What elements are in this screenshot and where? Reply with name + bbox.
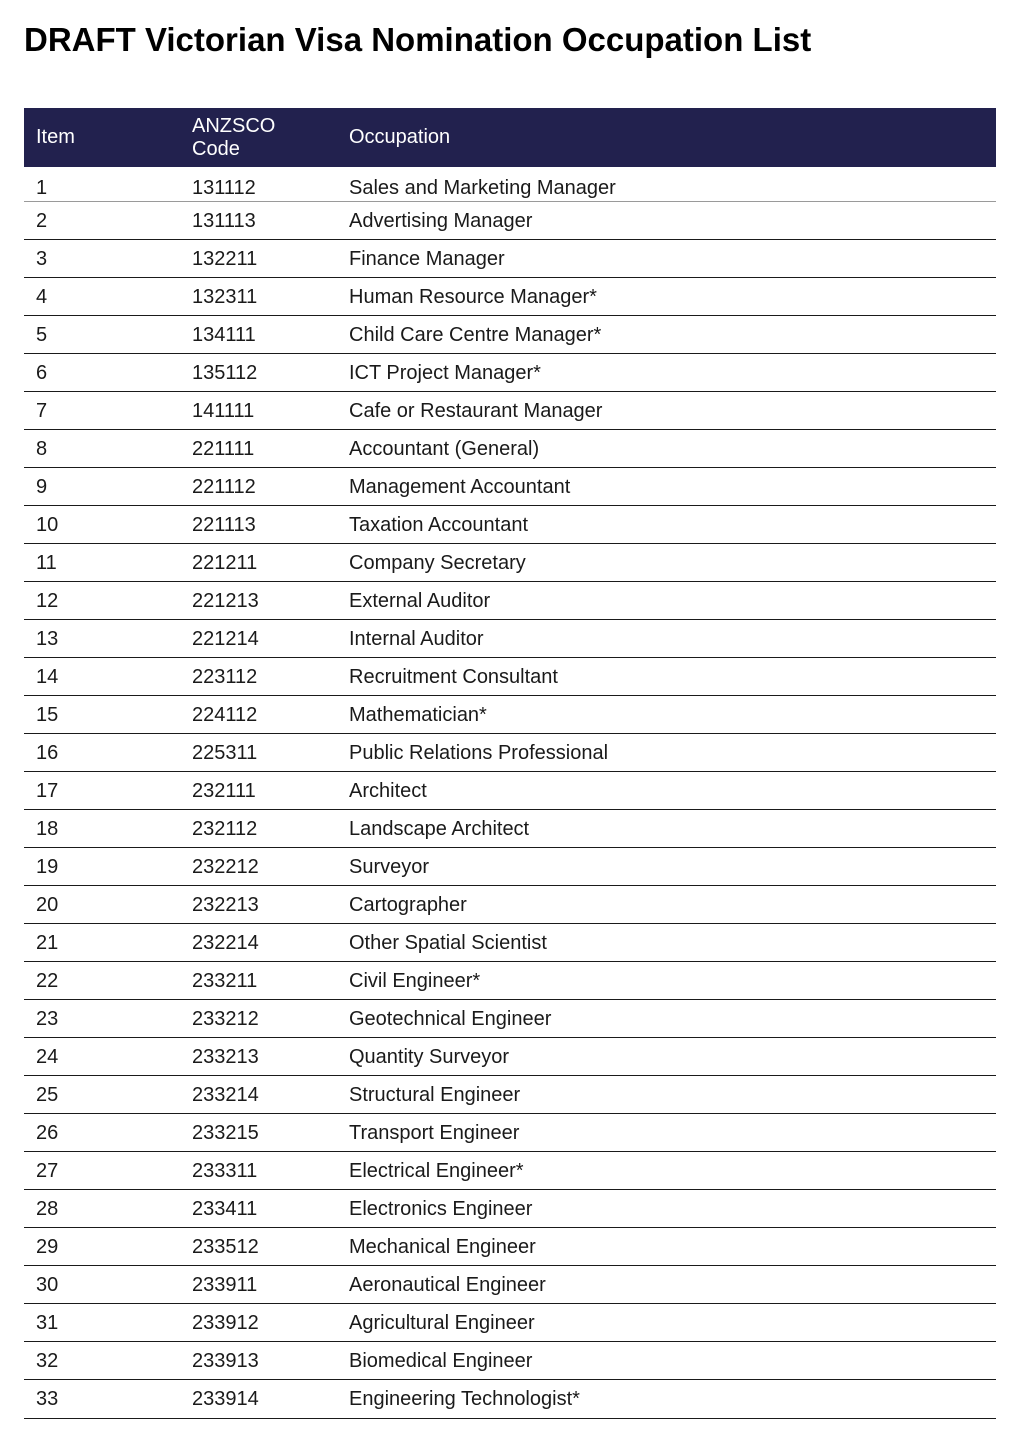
item-cell: 13 <box>24 620 192 658</box>
table-row <box>24 924 996 962</box>
occupation-cell: Taxation Accountant <box>349 506 996 544</box>
occupation-cell: Landscape Architect <box>349 810 996 848</box>
anzsco-code-cell: 135112 <box>192 354 349 392</box>
occupation-cell: Internal Auditor <box>349 620 996 658</box>
anzsco-code-cell: 221211 <box>192 544 349 582</box>
table-row <box>24 810 996 848</box>
table-row <box>24 1190 996 1228</box>
occupation-cell: Structural Engineer <box>349 1076 996 1114</box>
anzsco-code-cell: 134111 <box>192 316 349 354</box>
item-cell: 30 <box>24 1266 192 1304</box>
table-row <box>24 1266 996 1304</box>
occupation-cell: Electronics Engineer <box>349 1190 996 1228</box>
table-row <box>24 1114 996 1152</box>
item-cell: 3 <box>24 240 192 278</box>
occupation-cell: Mechanical Engineer <box>349 1228 996 1266</box>
anzsco-code-cell: 233913 <box>192 1342 349 1380</box>
occupation-cell: Transport Engineer <box>349 1114 996 1152</box>
item-cell: 14 <box>24 658 192 696</box>
table-row <box>24 1152 996 1190</box>
table-row <box>24 848 996 886</box>
column-header-item: Item <box>36 126 75 148</box>
anzsco-code-cell: 224112 <box>192 696 349 734</box>
table-row <box>24 1228 996 1266</box>
occupation-cell: Sales and Marketing Manager <box>349 167 996 202</box>
anzsco-code-cell: 221112 <box>192 468 349 506</box>
item-cell: 8 <box>24 430 192 468</box>
anzsco-code-cell: 141111 <box>192 392 349 430</box>
item-cell: 33 <box>24 1380 192 1419</box>
table-row <box>24 354 996 392</box>
item-cell: 26 <box>24 1114 192 1152</box>
column-header-code-line2: Code <box>192 137 240 160</box>
occupation-cell: Other Spatial Scientist <box>349 924 996 962</box>
table-row <box>24 240 996 278</box>
column-header-occupation: Occupation <box>349 126 451 148</box>
table-row <box>24 167 996 202</box>
occupation-cell: Cafe or Restaurant Manager <box>349 392 996 430</box>
table-row <box>24 1342 996 1380</box>
anzsco-code-cell: 223112 <box>192 658 349 696</box>
table-row <box>24 506 996 544</box>
item-cell: 25 <box>24 1076 192 1114</box>
table-row <box>24 1304 996 1342</box>
item-cell: 19 <box>24 848 192 886</box>
anzsco-code-cell: 221113 <box>192 506 349 544</box>
occupation-cell: Civil Engineer* <box>349 962 996 1000</box>
table-row <box>24 468 996 506</box>
anzsco-code-cell: 232112 <box>192 810 349 848</box>
table-header-row <box>24 108 996 167</box>
item-cell: 2 <box>24 202 192 240</box>
item-cell: 10 <box>24 506 192 544</box>
item-cell: 7 <box>24 392 192 430</box>
table-row <box>24 544 996 582</box>
item-cell: 22 <box>24 962 192 1000</box>
table-row <box>24 696 996 734</box>
table-row <box>24 772 996 810</box>
anzsco-code-cell: 232212 <box>192 848 349 886</box>
occupation-cell: Human Resource Manager* <box>349 278 996 316</box>
anzsco-code-cell: 233914 <box>192 1380 349 1419</box>
occupation-cell: Electrical Engineer* <box>349 1152 996 1190</box>
item-cell: 27 <box>24 1152 192 1190</box>
item-cell: 4 <box>24 278 192 316</box>
anzsco-code-cell: 131113 <box>192 202 349 240</box>
table-row <box>24 620 996 658</box>
table-row <box>24 278 996 316</box>
anzsco-code-cell: 232214 <box>192 924 349 962</box>
anzsco-code-cell: 131112 <box>192 167 349 202</box>
table-row <box>24 1076 996 1114</box>
anzsco-code-cell: 233215 <box>192 1114 349 1152</box>
occupation-cell: Architect <box>349 772 996 810</box>
item-cell: 31 <box>24 1304 192 1342</box>
occupation-cell: Public Relations Professional <box>349 734 996 772</box>
table-row <box>24 658 996 696</box>
occupation-cell: Aeronautical Engineer <box>349 1266 996 1304</box>
anzsco-code-cell: 233411 <box>192 1190 349 1228</box>
table-row <box>24 1000 996 1038</box>
occupation-cell: Surveyor <box>349 848 996 886</box>
occupation-cell: Quantity Surveyor <box>349 1038 996 1076</box>
item-cell: 12 <box>24 582 192 620</box>
occupation-cell: Recruitment Consultant <box>349 658 996 696</box>
document-title: DRAFT Victorian Visa Nomination Occupation List <box>24 21 812 58</box>
anzsco-code-cell: 221111 <box>192 430 349 468</box>
occupation-cell: Finance Manager <box>349 240 996 278</box>
anzsco-code-cell: 233211 <box>192 962 349 1000</box>
item-cell: 1 <box>24 167 192 202</box>
anzsco-code-cell: 132311 <box>192 278 349 316</box>
anzsco-code-cell: 233311 <box>192 1152 349 1190</box>
column-header-code-line1: ANZSCO <box>192 114 276 137</box>
occupation-cell: Management Accountant <box>349 468 996 506</box>
item-cell: 9 <box>24 468 192 506</box>
occupation-cell: Mathematician* <box>349 696 996 734</box>
item-cell: 24 <box>24 1038 192 1076</box>
occupation-cell: ICT Project Manager* <box>349 354 996 392</box>
table-body <box>24 167 996 1419</box>
occupation-cell: Child Care Centre Manager* <box>349 316 996 354</box>
item-cell: 15 <box>24 696 192 734</box>
occupation-cell: Cartographer <box>349 886 996 924</box>
item-cell: 28 <box>24 1190 192 1228</box>
anzsco-code-cell: 233213 <box>192 1038 349 1076</box>
item-cell: 20 <box>24 886 192 924</box>
occupation-cell: Advertising Manager <box>349 202 996 240</box>
table-row <box>24 1380 996 1419</box>
anzsco-code-cell: 221213 <box>192 582 349 620</box>
item-cell: 11 <box>24 544 192 582</box>
item-cell: 6 <box>24 354 192 392</box>
anzsco-code-cell: 221214 <box>192 620 349 658</box>
anzsco-code-cell: 233911 <box>192 1266 349 1304</box>
item-cell: 23 <box>24 1000 192 1038</box>
item-cell: 29 <box>24 1228 192 1266</box>
table-header <box>24 108 996 167</box>
table-row <box>24 316 996 354</box>
column-header-anzsco-code <box>192 108 349 167</box>
item-cell: 21 <box>24 924 192 962</box>
table-row <box>24 1038 996 1076</box>
anzsco-code-cell: 233212 <box>192 1000 349 1038</box>
anzsco-code-cell: 233512 <box>192 1228 349 1266</box>
anzsco-code-cell: 233912 <box>192 1304 349 1342</box>
anzsco-code-cell: 232111 <box>192 772 349 810</box>
item-cell: 18 <box>24 810 192 848</box>
table-row <box>24 202 996 240</box>
table-row <box>24 430 996 468</box>
table-row <box>24 734 996 772</box>
occupation-cell: External Auditor <box>349 582 996 620</box>
occupation-cell: Company Secretary <box>349 544 996 582</box>
occupation-table <box>24 108 996 1419</box>
anzsco-code-cell: 132211 <box>192 240 349 278</box>
item-cell: 5 <box>24 316 192 354</box>
item-cell: 16 <box>24 734 192 772</box>
occupation-cell: Agricultural Engineer <box>349 1304 996 1342</box>
item-cell: 17 <box>24 772 192 810</box>
table-row <box>24 582 996 620</box>
occupation-cell: Engineering Technologist* <box>349 1380 996 1419</box>
item-cell: 32 <box>24 1342 192 1380</box>
table-row <box>24 392 996 430</box>
table-row <box>24 962 996 1000</box>
anzsco-code-cell: 233214 <box>192 1076 349 1114</box>
occupation-cell: Biomedical Engineer <box>349 1342 996 1380</box>
table-row <box>24 886 996 924</box>
anzsco-code-cell: 225311 <box>192 734 349 772</box>
anzsco-code-cell: 232213 <box>192 886 349 924</box>
occupation-cell: Geotechnical Engineer <box>349 1000 996 1038</box>
occupation-cell: Accountant (General) <box>349 430 996 468</box>
